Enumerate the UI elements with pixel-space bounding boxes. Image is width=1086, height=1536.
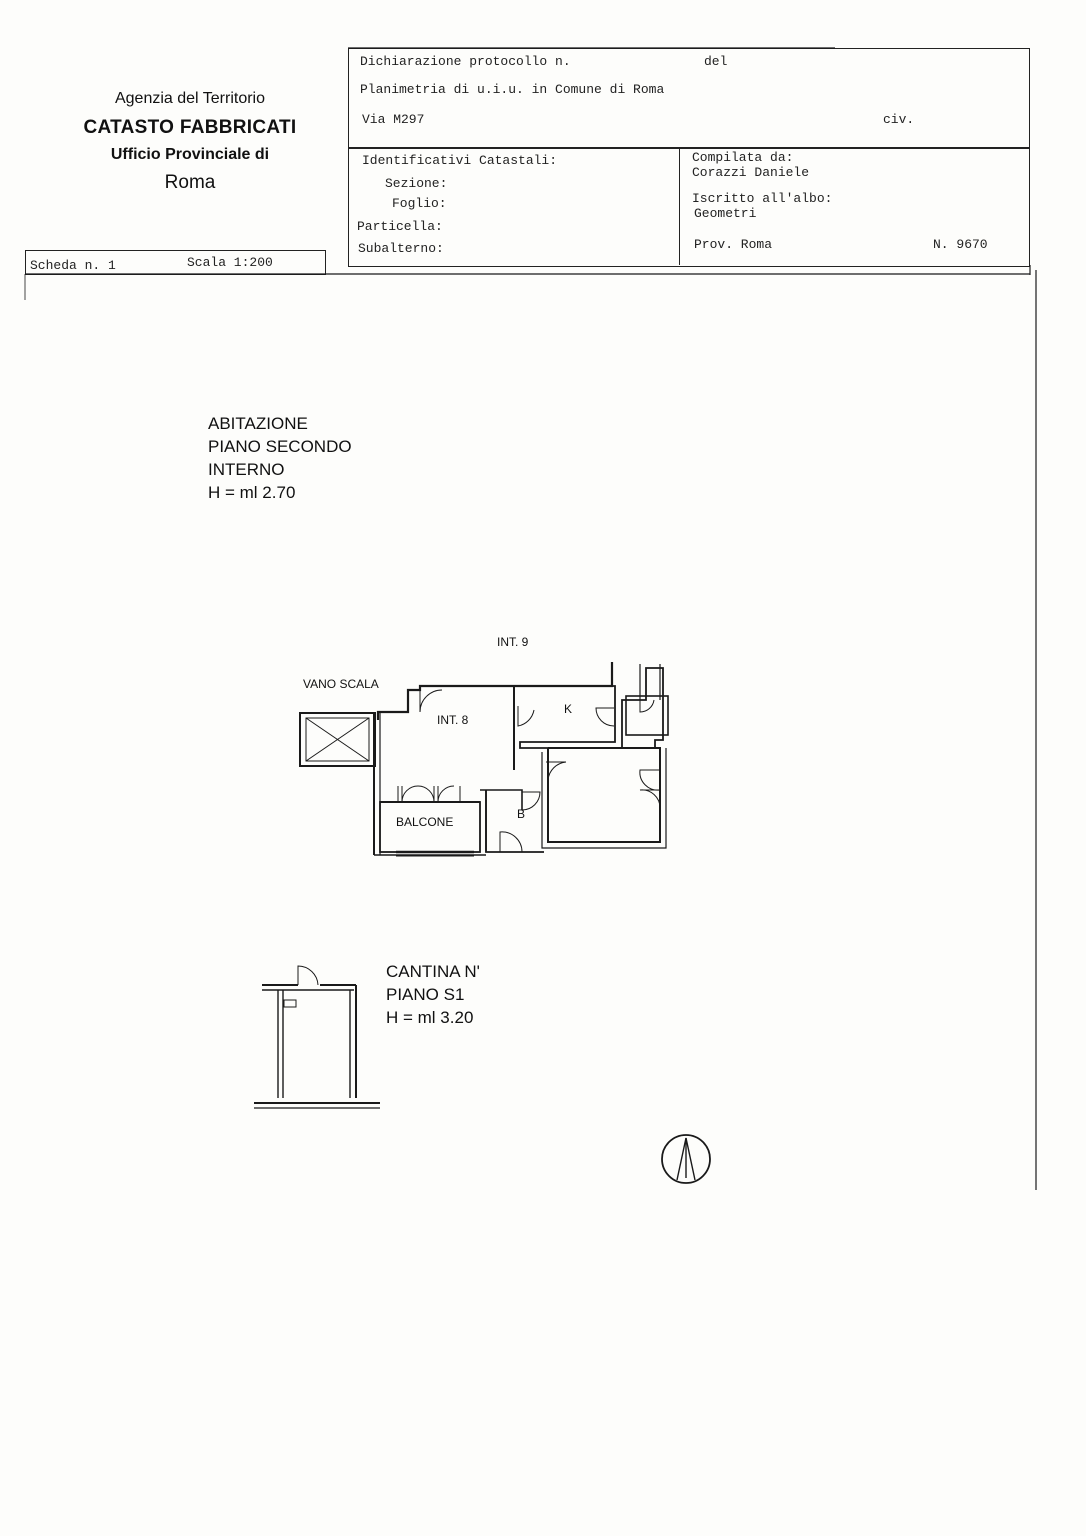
identificativi-title: Identificativi Catastali:: [362, 153, 558, 168]
bathroom-label: B: [517, 807, 526, 821]
sezione-label: Sezione:: [385, 176, 448, 191]
subalterno-label: Subalterno:: [358, 241, 444, 256]
compilata-name: Corazzi Daniele: [692, 165, 810, 180]
agency-name: Agenzia del Territorio: [114, 90, 265, 107]
kitchen-label: K: [564, 702, 573, 716]
declaration-label: Dichiarazione protocollo n.: [360, 54, 571, 69]
scala-label: Scala 1:200: [187, 255, 273, 270]
vano-scala-label: VANO SCALA: [303, 677, 379, 691]
prov-label: Prov. Roma: [694, 237, 773, 252]
planimetria-label: Planimetria di u.i.u. in Comune di Roma: [360, 82, 665, 97]
compilata-label: Compilata da:: [692, 150, 794, 165]
scheda-label: Scheda n. 1: [30, 258, 116, 273]
ufficio-label: Ufficio Provinciale di: [110, 146, 270, 163]
abitazione-block: [208, 412, 352, 504]
numero-label: N. 9670: [933, 237, 988, 252]
cantina-height-label: H = ml 3.20: [386, 1008, 474, 1027]
interno-label: INTERNO: [208, 460, 285, 479]
particella-label: Particella:: [357, 219, 443, 234]
city-label: Roma: [164, 172, 216, 193]
iscritto-label: Iscritto all'albo:: [692, 191, 833, 206]
catasto-title: CATASTO FABBRICATI: [83, 117, 297, 138]
albo-label: Geometri: [694, 206, 757, 221]
foglio-label: Foglio:: [392, 196, 447, 211]
piano-secondo-label: PIANO SECONDO: [208, 437, 352, 456]
cantina-title: CANTINA N': [386, 962, 480, 981]
int9-label: INT. 9: [497, 635, 529, 649]
del-label: del: [704, 54, 728, 69]
int8-label: INT. 8: [437, 713, 469, 727]
abitazione-title: ABITAZIONE: [208, 414, 308, 433]
north-arrow-icon: [662, 1135, 710, 1183]
height-label: H = ml 2.70: [208, 483, 296, 502]
cantina-block: [386, 960, 480, 1029]
via-label: Via M297: [362, 112, 425, 127]
civ-label: civ.: [883, 112, 915, 127]
piano-s1-label: PIANO S1: [386, 985, 465, 1004]
balcone-label: BALCONE: [396, 815, 454, 829]
